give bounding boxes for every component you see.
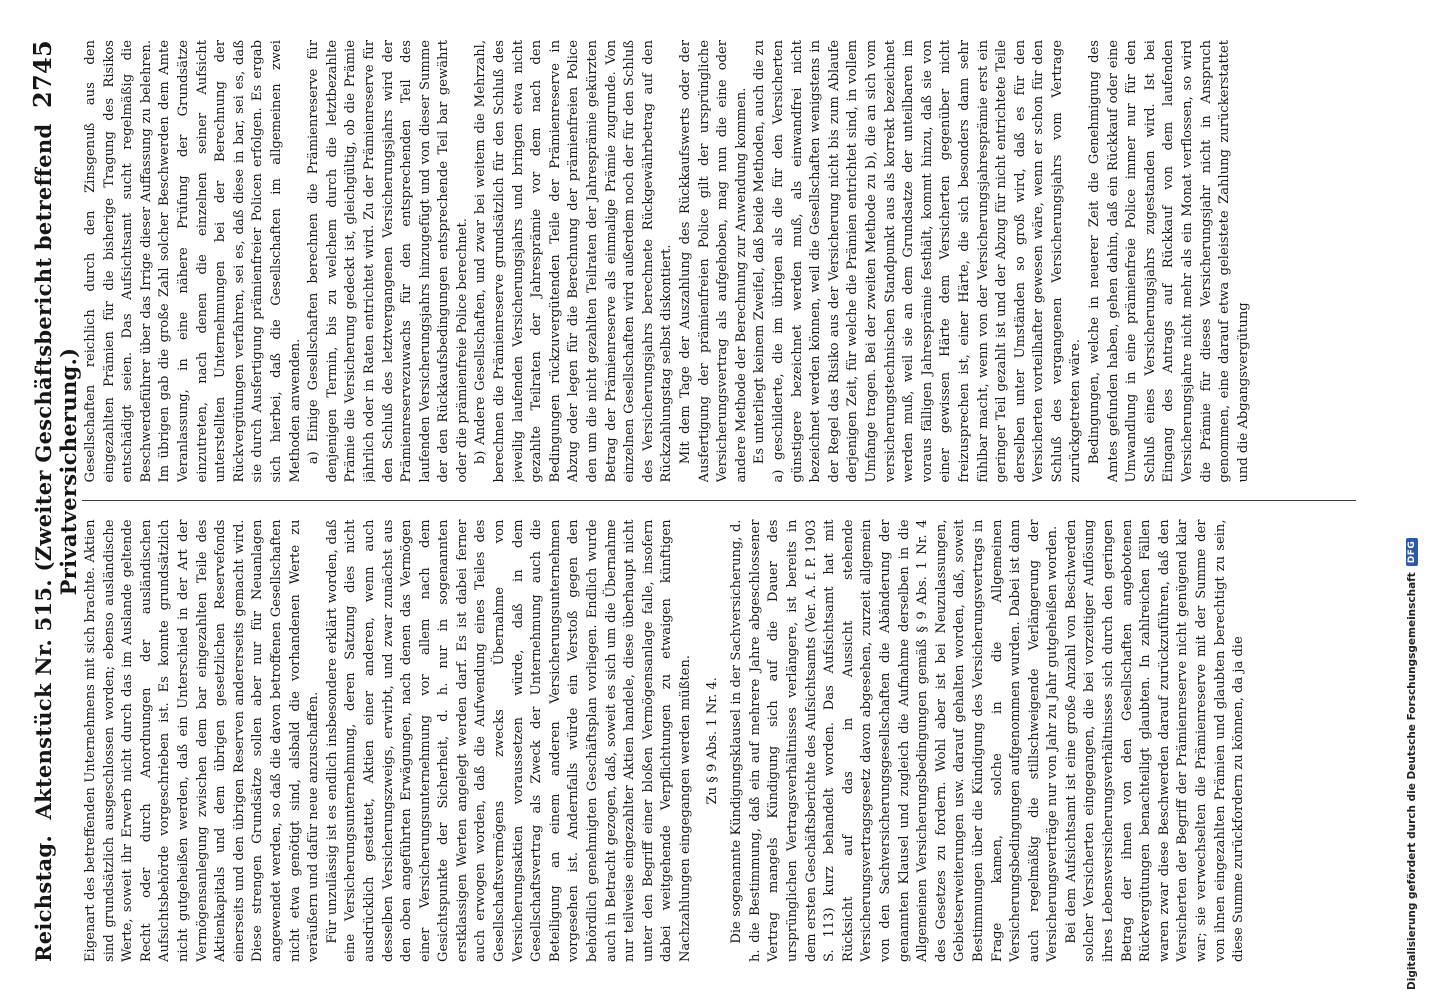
- right-paragraph-6: Bedingungen, welche in neuerer Zeit die Genehmigung des Amtes gefunden haben, gehen dahin, daß ein Rückkauf oder eine Umwandlung in eine prämienfreie Police immer nur für den Schluß eines Versicherungsjahrs zugestanden wird. Ist bei Eingang des Antrags auf Rückkauf von dem laufenden Versicherungsjahre nicht mehr als ein Monat verflossen, so wird die Prämie für dieses Versicherungsjahr nicht in Anspruch genommen, eine darauf etwa geleistete Zahlung zurückerstattet und die Abgangsvergütung: [1087, 40, 1251, 483]
- left-paragraph-2: Für unzulässig ist es endlich insbesondere erklärt worden, daß eine Versicherungsunternehmung, deren Satzung dies nicht ausdrücklich gestattet, Aktien einer anderen, wenn auch desselben Versicherungszweigs, erwirbt, und zwar zunächst aus den oben angeführten Erwägungen, nach denen das Vermögen einer Versicherungsunternehmung vor allem nach dem Gesichtspunkte der Sicherheit, d. h. nur in sogenannten erstklassigen Werten angelegt werden darf. Es ist dabei ferner auch erwogen worden, daß die Aufwendung eines Teiles des Gesellschaftsvermögens zwecks Übernahme von Versicherungsaktien voraussetzen würde, daß in dem Gesellschaftsvertrag als Zweck der Unternehmung auch die Beteiligung an einem anderen Versicherungsunternehmen vorgesehen ist. Andernfalls würde ein Verstoß gegen den behördlich genehmigten Geschäftsplan vorliegen. Endlich wurde auch in Betracht gezogen, daß, soweit es sich um die Übernahme nur teilweise eingezahlter Aktien handele, diese überhaupt nicht unter den Begriff einer bloßen Vermögensanlage falle, insofern dabei weitgehende Verpflichtungen zu etwaigen künftigen Nachzahlungen eingegangen werden müßten.: [324, 519, 693, 962]
- page-number: 2745: [28, 40, 57, 108]
- right-paragraph-3: b) Andere Gesellschaften, und zwar bei weitem die Mehrzahl, berechnen die Prämienreserve grundsätzlich für den Schluß des jeweilig laufenden Versicherungsjahrs und bringen etwa nicht gezahlte Teilraten der Jahresprämie vor dem nach den Bedingungen rückzuvergütenden Teile der Prämienreserve in Abzug oder legen für die Berechnung der prämienfreien Police den um die nicht gezahlten Teilraten der Jahresprämie gekürzten Betrag der Prämienreserve als einmalige Prämie zugrunde. Von einzelnen Gesellschaften wird außerdem noch der für den Schluß des Versicherungsjahrs berechnete Rückgewährbetrag auf den Rückzahlungstag selbst diskontiert.: [473, 40, 675, 483]
- text-columns: [82, 40, 1356, 962]
- right-paragraph-1: Gesellschaften reichlich durch den Zinsgenuß aus den eingezahlten Prämien für die bisherige Tragung des Risikos entschädigt seien. Das Aufsichtsamt sucht regelmäßig die Beschwerdeführer über das Irrige dieser Auffassung zu belehren. Im übrigen gab die große Zahl solcher Beschwerden dem Amte Veranlassung, in eine nähere Prüfung der Grundsätze einzutreten, nach denen die einzelnen seiner Aufsicht unterstellten Unternehmungen bei der Berechnung der Rückvergütungen verfahren, sei es, daß diese in bar, sei es, daß sie durch Ausfertigung prämienfreier Policen erfolgen. Es ergab sich hierbei, daß die Gesellschaften im allgemeinen zwei Methoden anwenden.: [83, 40, 303, 483]
- header-title: Aktenstück Nr. 515. (Zweiter Geschäftsbericht betreffend Privatversicherung.): [31, 123, 81, 820]
- section-heading: Zu § 9 Abs. 1 Nr. 4.: [704, 677, 720, 805]
- right-column: [82, 40, 1356, 483]
- right-paragraph-4: Mit dem Tage der Auszahlung des Rückkaufswerts oder der Ausfertigung der prämienfreien Police gilt der ursprüngliche Versicherungsvertrag als aufgehoben, mag nun die eine oder andere Methode der Berechnung zur Anwendung kommen.: [678, 40, 749, 483]
- left-paragraph-1: Eigenart des betreffenden Unternehmens mit sich brachte. Aktien sind grundsätzlich ausgeschlossen worden; ebenso ausländische Werte, soweit ihr Erwerb nicht durch das im Auslande geltende Recht oder durch Anordnungen der ausländischen Aufsichtsbehörde vorgeschrieben ist. Es konnte grundsätzlich nicht gutgeheißen werden, daß ein Unterschied in der Art der Vermögensanlegung zwischen dem bar eingezahlten Teile des Aktienkapitals und dem übrigen gesetzlichen Reservefonds einerseits und den übrigen Reserven andererseits gemacht wird. Diese strengen Grundsätze sollen aber nur für Neuanlagen angewendet werden, so daß die davon betroffenen Gesellschaften nicht etwa genötigt sind, alsbald die vorhandenen Werte zu veräußern und dafür neue anzuschaffen.: [83, 519, 322, 962]
- dfg-logo-icon: DFG: [1406, 538, 1418, 567]
- sidenote-text: Digitalisierung gefördert durch die Deutsche Forschungsgemeinschaft: [1406, 572, 1418, 990]
- right-paragraph-5: Es unterliegt keinem Zweifel, daß beide Methoden, auch die zu a) geschilderte, die im übrigen als die für den Versicherten günstigere bezeichnet werden muß, als einwandfrei nicht bezeichnet werden können, weil die Gesellschaften wenigstens in der Regel das Risiko aus der Versicherung nicht bis zum Ablaufe derjenigen Zeit, für welche die Prämien entrichtet sind, in vollem Umfange tragen. Bei der zweiten Methode zu b), die an sich vom versicherungstechnischen Standpunkt aus als korrekt bezeichnet werden muß, weil sie an dem Grundsatze der unteilbaren im voraus fälligen Jahresprämie festhält, kommt hinzu, daß sie von einer gewissen Härte dem Versicherten gegenüber nicht freizusprechen ist, einer Härte, die sich besonders dann sehr fühlbar macht, wenn von der Versicherungsjahresprämie erst ein geringer Teil gezahlt ist und der Abzug für nicht entrichtete Teile derselben unter Umständen so groß wird, daß es für den Versicherten vorteilhafter gewesen wäre, wenn er schon für den Schluß des vergangenen Versicherungsjahrs vom Vertrage zurückgetreten wäre.: [752, 40, 1084, 483]
- header-left: Reichstag.: [31, 835, 56, 962]
- left-paragraph-3: Die sogenannte Kündigungsklausel in der Sachversicherung, d. h. die Bestimmung, daß ein auf mehrere Jahre abgeschlossener Vertrag mangels Kündigung sich auf die Dauer des ursprünglichen Vertragsverhältnisses verlängere, ist bereits in dem ersten Geschäftsberichte des Aufsichtsamts (Ver. A. f. P. 1903 S. 113) kurz behandelt worden. Das Aufsichtsamt hat mit Rücksicht auf das in Aussicht stehende Versicherungsvertragsgesetz davon abgesehen, zurzeit allgemein von den Sachversicherungsgesellschaften die Abänderung der genannten Klausel und zugleich die Aufnahme derselben in die Allgemeinen Versicherungsbedingungen gemäß § 9 Abs. 1 Nr. 4 des Gesetzes zu fordern. Wohl aber ist bei Neuzulassungen, Gebietserweiterungen usw. darauf gehalten worden, daß, soweit Bestimmungen über die Kündigung des Versicherungsvertrags in Frage kamen, solche in die Allgemeinen Versicherungsbedingungen aufgenommen wurden. Dabei ist dann auch regelmäßig die stillschweigende Verlängerung der Versicherungsverträge nur von Jahr zu Jahr gutgeheißen worden.: [729, 519, 1061, 962]
- left-column: [82, 520, 1356, 963]
- digitization-sidenote: [1402, 10, 1422, 990]
- running-head: [28, 40, 87, 962]
- column-divider: [82, 501, 1356, 502]
- right-paragraph-2: a) Einige Gesellschaften berechnen die Prämienreserve für denjenigen Termin, bis zu welchem durch die letztbezahlte Prämie die Versicherung gedeckt ist, gleichgültig, ob die Prämie jährlich oder in Raten entrichtet wird. Zu der Prämienreserve für den Schluß des letztvergangenen Versicherungsjahrs wird der Prämienreservezuwachs für den entsprechenden Teil des laufenden Versicherungsjahrs hinzugefügt und von dieser Summe der den Rückkaufsbedingungen entsprechende Teil bar gewährt oder die prämienfreie Police berechnet.: [306, 40, 470, 483]
- left-paragraph-4: Bei dem Aufsichtsamt ist eine große Anzahl von Beschwerden solcher Versicherten eingegangen, die bei vorzeitiger Auflösung ihres Lebensversicherungsverhältnisses sich durch den geringen Betrag der ihnen von den Gesellschaften angebotenen Rückvergütungen benachteiligt glaubten. In zahlreichen Fällen waren zwar diese Beschwerden darauf zurückzuführen, daß den Versicherten der Begriff der Prämienreserve nicht genügend klar war; sie verwechselten die Prämienreserve mit der Summe der von ihnen eingezahlten Prämien und glaubten berechtigt zu sein, diese Summe zurückfordern zu können, da ja die: [1063, 519, 1247, 962]
